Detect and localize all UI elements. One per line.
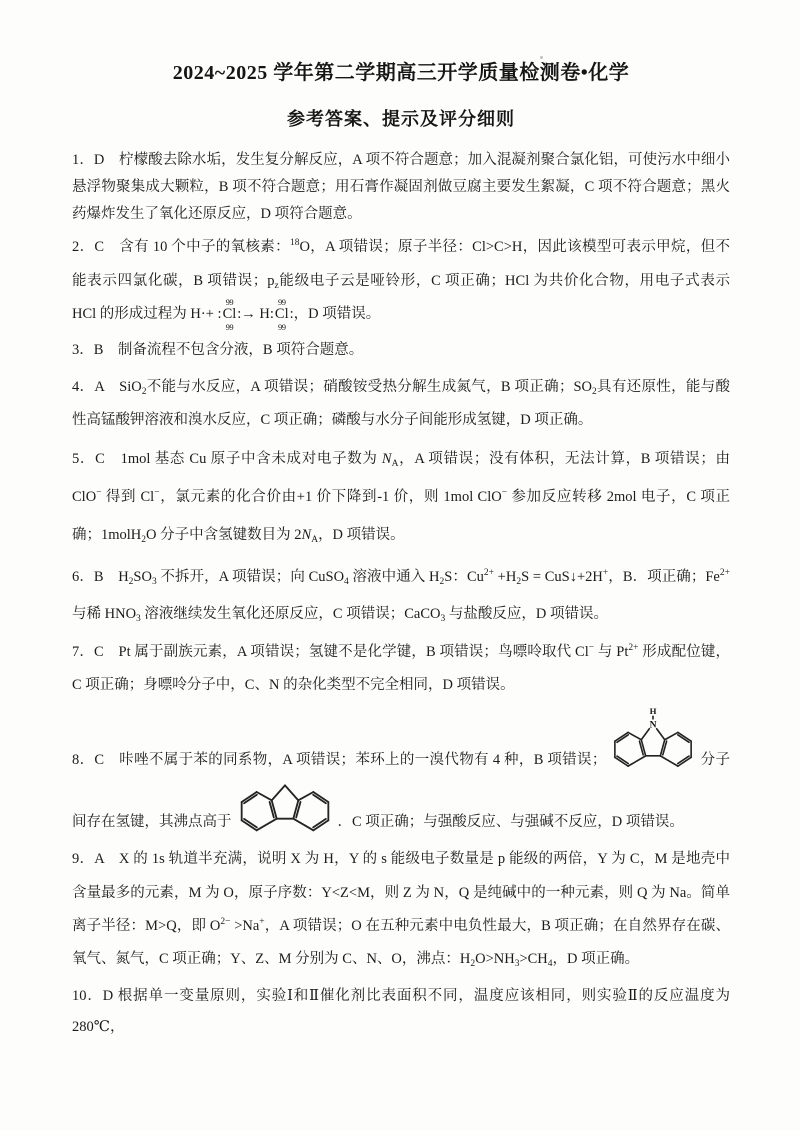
lone-pair-dots: 99 xyxy=(278,297,286,308)
atom-symbol: Cl xyxy=(274,305,289,322)
text-run: S = CuS↓+2H xyxy=(521,569,603,586)
answer-item-3 xyxy=(72,335,730,366)
subscript: 3 xyxy=(440,613,446,624)
subscript: A xyxy=(311,535,319,546)
text-run: 不拆开，A 项错误；向 CuSO xyxy=(156,569,345,586)
text-run: 得到 Cl xyxy=(101,489,155,506)
answer-item-2 xyxy=(72,231,730,331)
answer-item-5 xyxy=(72,441,730,555)
text-run: 具有还原性，能与酸性高锰酸钾溶液和溴水反应，C 项正确；磷酸与水分子间能形成氢键，D 项正确。 xyxy=(72,378,730,428)
text-run: +H xyxy=(493,569,517,586)
text-run: 5．C 1mol 基态 Cu 原子中含未成对电子数为 xyxy=(72,451,382,468)
text-run: ，A 项错误；没有体积，无法计算，B 项错误；由 ClO xyxy=(72,451,731,506)
text-run: SO xyxy=(133,569,152,586)
text-run: 溶液继续发生氧化还原反应，C 项错误；CaCO xyxy=(140,605,441,622)
subscript: 2 xyxy=(128,577,134,588)
subscript: 3 xyxy=(136,613,141,624)
answer-item-6 xyxy=(72,559,730,632)
text-run: ，A 项错误；O 在五种元素中电负性最大，B 项正确；在自然界存在碳、氧气、氮气，C 项正确；Y、Z、M 分别为 C、N、O，沸点：H xyxy=(72,917,730,968)
text-run: 形成配位键，C 项正确；身嘌呤分子中，C、N 的杂化类型不完全相同，D 项错误。 xyxy=(72,643,731,694)
text-run: 3．B 制备流程不包含分液，B 项符合题意。 xyxy=(72,342,364,359)
text-run: 4．A SiO xyxy=(72,378,142,395)
subscript: 2 xyxy=(141,386,147,397)
n-atom-label: N xyxy=(649,720,657,731)
superscript: 2+ xyxy=(483,568,494,579)
superscript: 2− xyxy=(220,916,231,927)
text-run: O，A 项错误；原子半径：Cl>C>H，因此该模型可表示甲烷，但不能表示四氯化碳，B 项错误；p xyxy=(72,239,730,289)
lewis-dot-atom xyxy=(275,298,289,331)
text-run: 7．C Pt 属于副族元素，A 项错误；氢键不是化学键，B 项错误；鸟嘌呤取代 Cl xyxy=(72,643,589,660)
text-run: S：Cu xyxy=(444,569,484,586)
fluorene-structure xyxy=(235,777,335,837)
page-subtitle: 参考答案、提示及评分细则 xyxy=(287,109,515,129)
text-run: ，氯元素的化合价由+1 价下降到-1 价，则 1mol ClO xyxy=(159,489,502,506)
page-title: 2024~2025 学年第二学期高三开学质量检测卷•化学 xyxy=(172,62,630,84)
variable: N xyxy=(381,451,392,468)
text-run: 1．D 柠檬酸去除水垢，发生复分解反应，A 项不符合题意；加入混凝剂聚合氯化铝，可使污水中细小悬浮物聚集成大颗粒，B 项不符合题意；用石膏作凝固剂做豆腐主要发生絮凝，C 项不符合题意；黑火药爆炸发生了氧化还原反应，D 项符合题意。 xyxy=(72,152,730,222)
answer-item-4 xyxy=(72,371,730,438)
lone-pair-dots: 99 xyxy=(225,321,234,332)
superscript: + xyxy=(259,916,265,927)
text-run: ．C 项正确；与强酸反应、与强碱不反应，D 项错误。 xyxy=(337,814,684,831)
subscript: z xyxy=(274,280,279,291)
subscript: 2 xyxy=(141,535,147,546)
superscript: 18 xyxy=(289,238,300,249)
text-run: 分子间存在氢键，其沸点高于 xyxy=(72,752,731,831)
variable: N xyxy=(301,527,312,544)
text-run: >Na xyxy=(230,917,260,934)
text-run: >CH xyxy=(519,951,548,968)
answer-list xyxy=(72,147,730,1043)
superscript: − xyxy=(154,488,160,499)
answer-item-8 xyxy=(72,706,730,839)
superscript: 2+ xyxy=(628,642,639,653)
subscript: 4 xyxy=(547,959,553,970)
superscript: − xyxy=(96,488,102,499)
subscript: 2 xyxy=(439,577,445,588)
text-run: 参加反应转移 2mol 电子，C 项正确；1molH xyxy=(72,489,731,544)
lone-pair-dots: 99 xyxy=(278,321,286,332)
subscript: 3 xyxy=(151,577,157,588)
text-run: :，D 项错误。 xyxy=(289,306,381,323)
text-run: ，D 项错误。 xyxy=(318,527,405,544)
text-run: 6．B H xyxy=(72,569,129,586)
subscript: 2 xyxy=(591,386,597,397)
lone-pair-dots: 99 xyxy=(225,297,234,308)
text-run: 9．A X 的 1s 轨道半充满，说明 X 为 H，Y 的 s 能级电子数量是 p 能级的两倍，Y 为 C，M 是地壳中含量最多的元素，M 为 O，原子序数：Y<Z<M，则 Z 为 N，Q 是纯碱中的一种元素，则 Q 为 Na。简单离子半径：M>Q，即 O xyxy=(72,851,730,934)
superscript: 2+ xyxy=(719,568,730,579)
text-run: ，D 项正确。 xyxy=(552,951,640,968)
scan-artifact-dot xyxy=(540,56,543,59)
superscript: − xyxy=(588,642,595,653)
subscript: 3 xyxy=(514,959,520,970)
text-run: ，B．项正确；Fe xyxy=(608,569,720,586)
superscript: + xyxy=(602,568,609,579)
text-run: 10．D 根据单一变量原则，实验Ⅰ和Ⅱ催化剂比表面积不同，温度应该相同，则实验Ⅱ的反应温度为 280℃， xyxy=(72,987,730,1035)
text-run: O>NH xyxy=(475,951,515,968)
subscript: 4 xyxy=(344,577,349,588)
atom-symbol: Cl xyxy=(222,305,237,322)
text-run: 与稀 HNO xyxy=(72,605,137,622)
subscript: A xyxy=(391,459,399,470)
text-run: :→ H: xyxy=(237,306,274,323)
subscript: 2 xyxy=(470,959,476,970)
answer-item-10 xyxy=(72,981,730,1043)
text-run: 溶液中通入 H xyxy=(348,569,440,586)
text-run: O 分子中含氢键数目为 2 xyxy=(146,527,302,544)
subscript: 2 xyxy=(516,577,522,588)
text-run: 与 Pt xyxy=(594,643,629,660)
answer-item-7 xyxy=(72,636,730,703)
lewis-dot-atom xyxy=(223,298,237,331)
text-run: 8．C 咔唑不属于苯的同系物，A 项错误；苯环上的一溴代物有 4 种，B 项错误； xyxy=(72,752,607,769)
superscript: − xyxy=(501,488,508,499)
carbazole-structure xyxy=(609,706,697,772)
text-run: 与盐酸反应，D 项错误。 xyxy=(445,605,608,622)
text-run: 不能与水反应，A 项错误；硝酸铵受热分解生成氮气，B 项正确；SO xyxy=(146,378,592,395)
answer-item-1 xyxy=(72,147,730,227)
text-run: 能级电子云是哑铃形，C 项正确；HCl 为共价化合物，用电子式表示 HCl 的形成过程为 H·+ : xyxy=(72,272,731,323)
answer-item-9 xyxy=(72,843,730,976)
text-run: 2．C 含有 10 个中子的氧核素： xyxy=(72,239,290,256)
h-atom-label: H xyxy=(649,706,657,717)
